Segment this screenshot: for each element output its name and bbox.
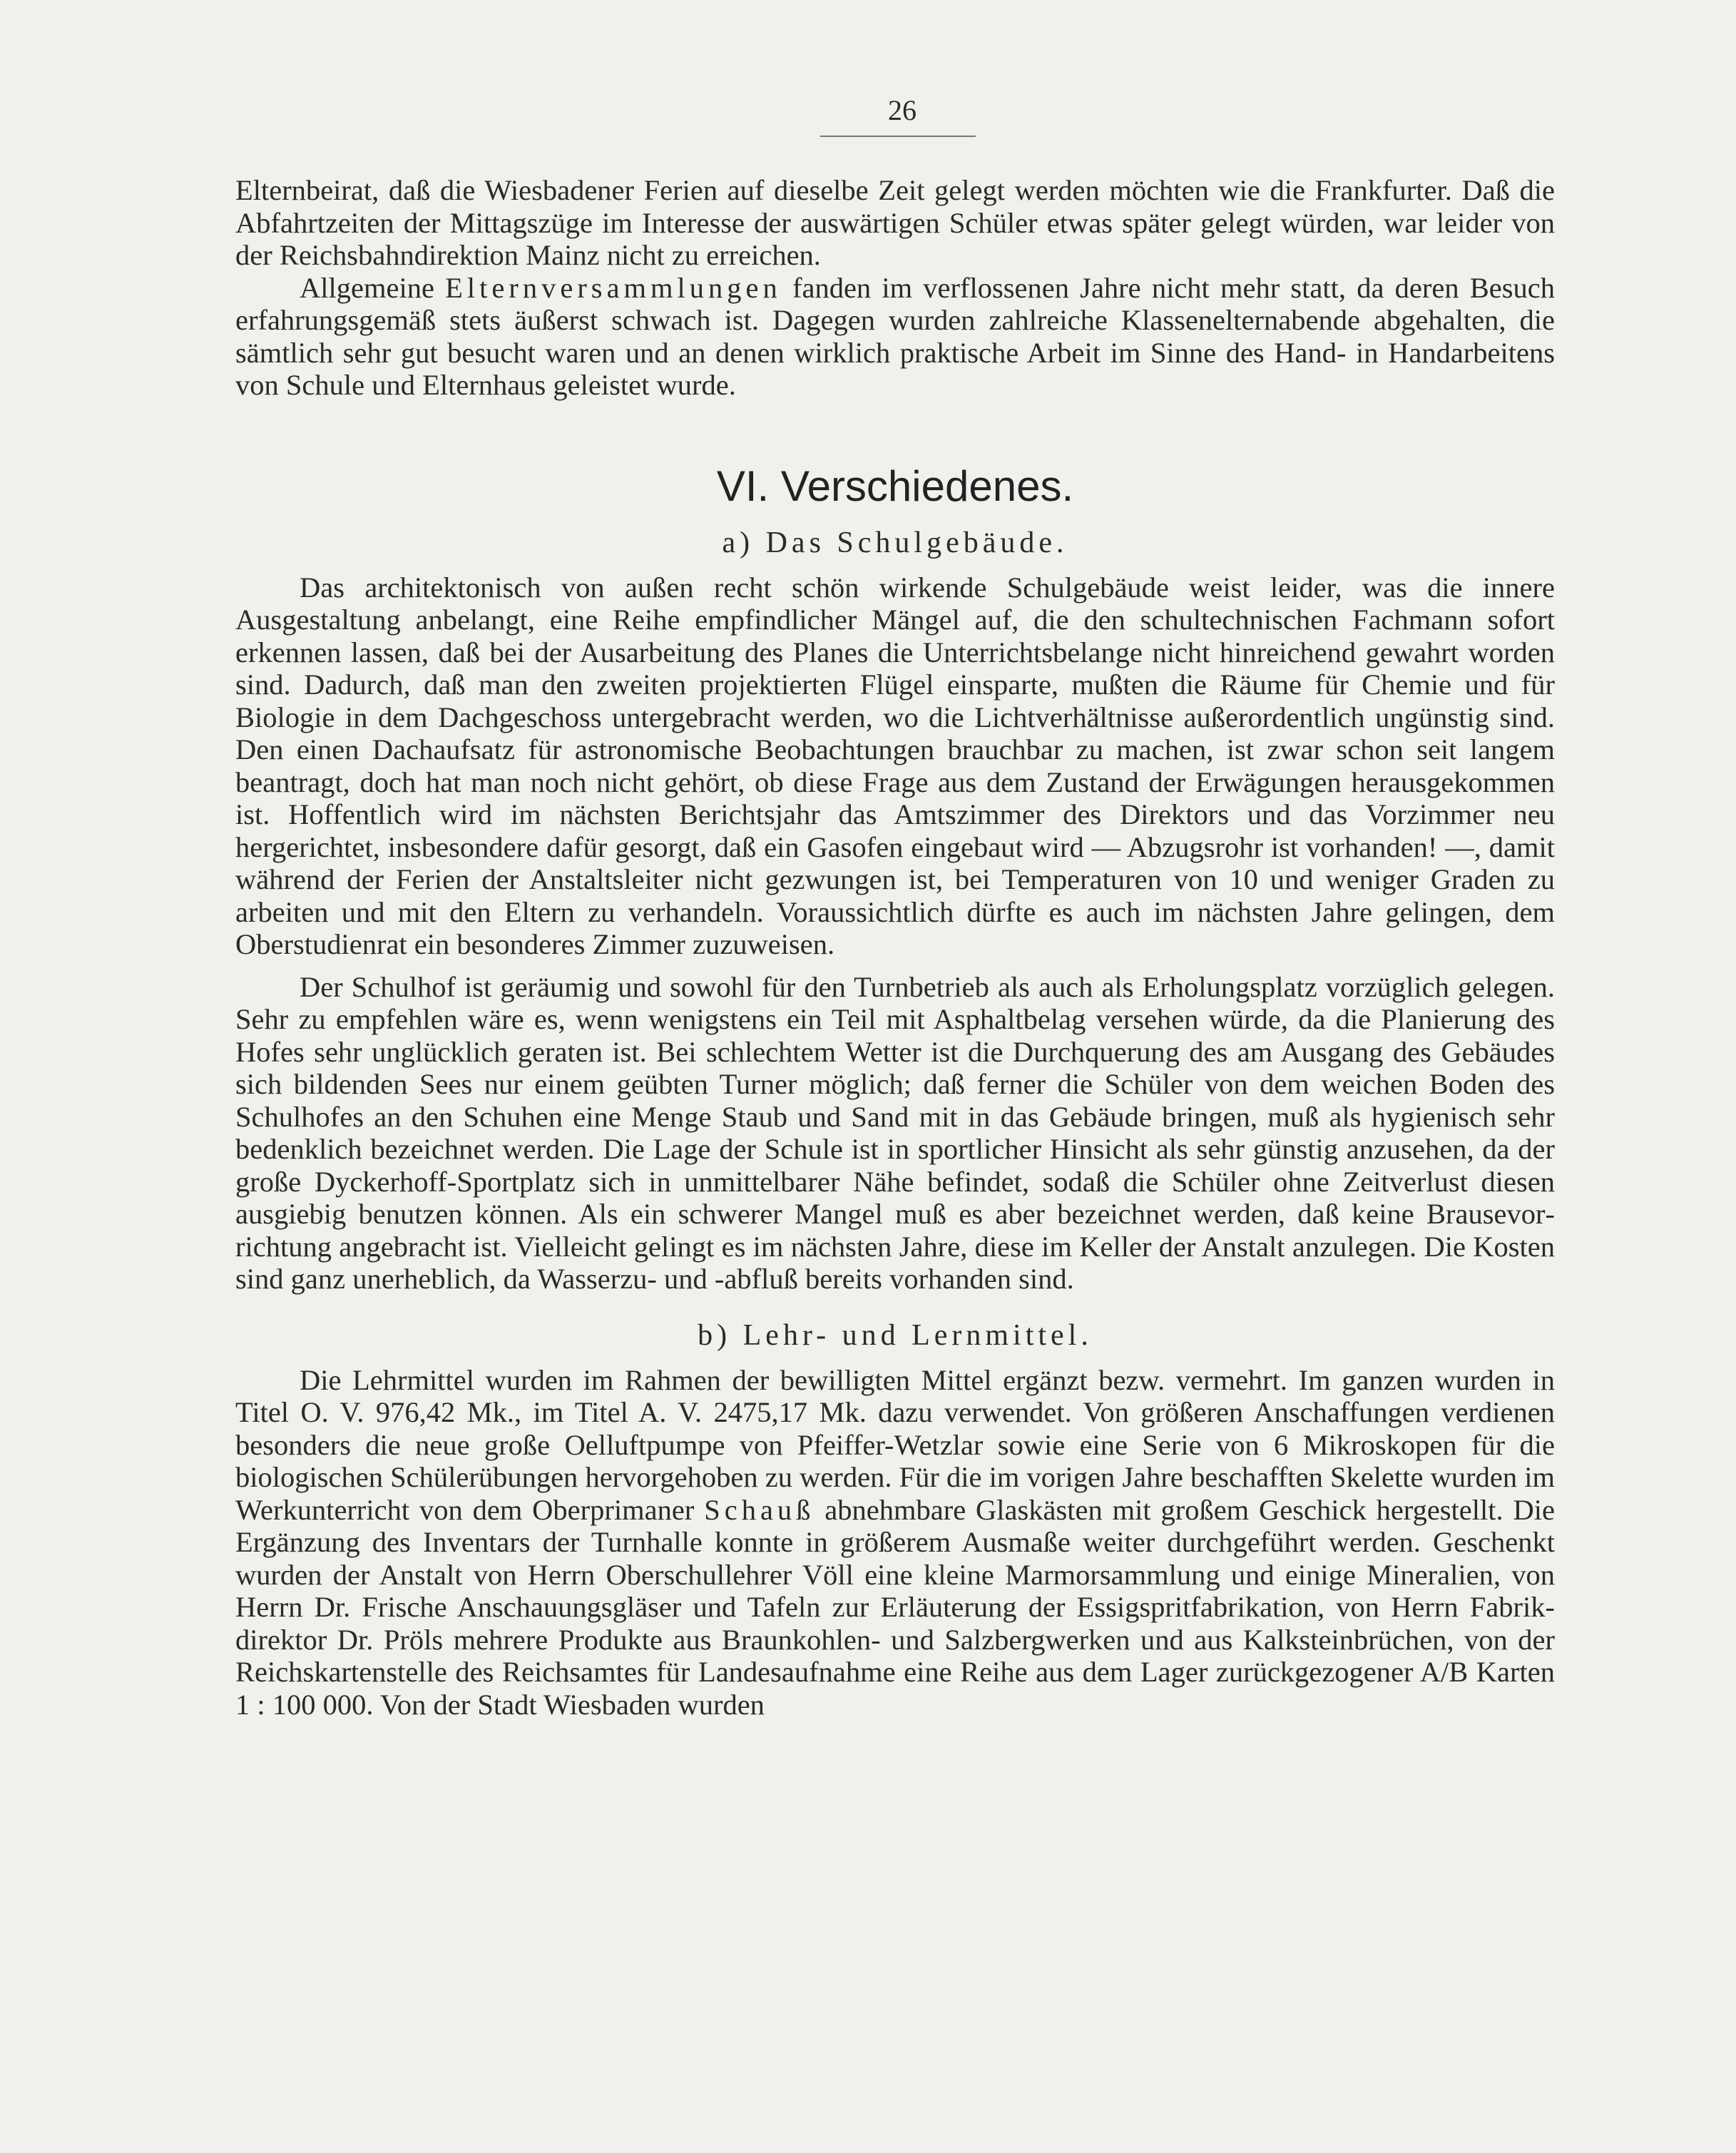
- subsection-heading-lehrmittel: b) Lehr- und Lernmittel.: [698, 1318, 1093, 1352]
- text-run: fanden im verflossenen Jahre nicht mehr statt, da deren Besuch erfahrungsgemäß stets äußerst schwach ist. Dagegen wurden zahlreiche Klassenelternabende abgehalten, die sämtlich sehr gut besucht waren und an denen wirklich praktische Arbeit im Sinne des Hand- in Handarbeitens von Schule und Elternhaus geleistet wurde.: [235, 271, 1555, 401]
- paragraph-elternversammlungen: [235, 272, 1555, 402]
- emphasized-term: Elternversammlungen: [445, 271, 782, 304]
- paragraph-schulgebaeude: Das architektonisch von außen recht schön wirkende Schulgebäude weist leider, was die innere Ausgestaltung anbelangt, eine Reihe empfindlicher Mängel auf, die den schultechnischen Fachmann sofort erkennen lassen, daß bei der Ausarbeitung des Planes die Unterrichtsbelange nicht hinreichend gewahrt worden sind. Dadurch, daß man den zweiten projektierten Flügel einsparte, mußten die Räume für Chemie und für Biologie in dem Dachgeschoss untergebracht werden, wo die Lichtverhältnisse außerordentlich ungünstig sind. Den einen Dachaufsatz für astronomische Beobachtungen brauchbar zu machen, ist zwar schon seit langem beantragt, doch hat man noch nicht gehört, ob diese Frage aus dem Zustand der Erwägungen herausgekommen ist. Hoffentlich wird im nächsten Berichtsjahr das Amtszimmer des Direktors und das Vorzimmer neu hergerichtet, insbesondere dafür gesorgt, daß ein Gasofen eingebaut wird — Abzugsrohr ist vorhanden! —, damit während der Ferien der Anstaltsleiter nicht gezwungen ist, bei Temperaturen von 10 und weniger Graden zu arbeiten und mit den Eltern zu verhandeln. Voraussichtlich dürfte es auch im nächsten Jahre gelingen, dem Oberstudienrat ein besonderes Zimmer zuzuweisen.: [235, 571, 1555, 960]
- text-run: abnehmbare Glaskästen mit großem Geschick hergestellt. Die Ergänzung des Inventars der Turnhalle konnte in größerem Ausmaße weiter durchgeführt werden. Geschenkt wurden der Anstalt von Herrn Oberschullehrer Völl eine kleine Marmorsammlung und einige Mineralien, von Herrn Dr. Frische Anschauungsgläser und Tafeln zur Erläuterung der Essigspritfabrikation, von Herrn Fabrikdirektor Dr. Pröls mehrere Produkte aus Braunkohlen- und Salzbergwerken und aus Kalksteinbrüchen, von der Reichskartenstelle des Reichsamtes für Landesaufnahme eine Reihe aus dem Lager zurückgezogener A/B Karten 1 : 100 000. Von der Stadt Wiesbaden wurden: [235, 1493, 1555, 1721]
- text-run: Die Lehrmittel wurden im Rahmen der bewilligten Mittel ergänzt bezw. vermehrt. Im ganzen wurden in Titel O. V. 976,42 Mk., im Titel A. V. 2475,17 Mk. dazu verwendet. Von größeren Anschaffungen verdienen besonders die neue große Oelluftpumpe von Pfeiffer-Wetzlar sowie eine Serie von 6 Mikroskopen für die biologischen Schülerübungen hervorgehoben zu werden. Für die im vorigen Jahre beschafften Skelette wurden im Werkunterricht von dem Oberprimaner: [235, 1363, 1555, 1526]
- page-body: [235, 174, 1555, 1721]
- emphasized-name: Schauß: [704, 1493, 815, 1526]
- section-heading: VI. Verschiedenes.: [716, 462, 1074, 510]
- paragraph-lehrmittel: [235, 1364, 1555, 1721]
- page-number: 26: [888, 94, 916, 126]
- page-number-rule: [820, 136, 976, 137]
- paragraph-elternbeirat: Elternbeirat, daß die Wiesbadener Ferien auf dieselbe Zeit gelegt werden möchten wie die Frankfurter. Daß die Abfahrtzeiten der Mittagszüge im Interesse der auswärtigen Schüler etwas später gelegt würden, war leider von der Reichsbahndirektion Mainz nicht zu erreichen.: [235, 174, 1555, 271]
- paragraph-schulhof: Der Schulhof ist geräumig und sowohl für den Turnbetrieb als auch als Erholungsplatz vorzüglich gelegen. Sehr zu empfehlen wäre es, wenn wenigstens ein Teil mit Asphaltbelag versehen würde, da die Planierung des Hofes sehr unglücklich geraten ist. Bei schlechtem Wetter ist die Durchquerung des am Ausgang des Gebäudes sich bildenden Sees nur einem geübten Turner möglich; daß ferner die Schüler von dem weichen Boden des Schulhofes an den Schuhen eine Menge Staub und Sand mit in das Gebäude bringen, muß als hygienisch sehr bedenklich bezeichnet werden. Die Lage der Schule ist in sportlicher Hinsicht als sehr günstig anzusehen, da der große Dyckerhoff-Sportplatz sich in unmittelbarer Nähe befindet, sodaß die Schüler ohne Zeitverlust diesen ausgiebig benutzen können. Als ein schwerer Mangel muß es aber bezeichnet werden, daß keine Brausevorrichtung angebracht ist. Vielleicht gelingt es im nächsten Jahre, diese im Keller der Anstalt anzulegen. Die Kosten sind ganz unerheblich, da Wasserzu- und -abfluß bereits vorhanden sind.: [235, 970, 1555, 1295]
- text-run: Allgemeine: [300, 271, 446, 304]
- subsection-heading-schulgebaeude: a) Das Schulgebäude.: [722, 526, 1068, 559]
